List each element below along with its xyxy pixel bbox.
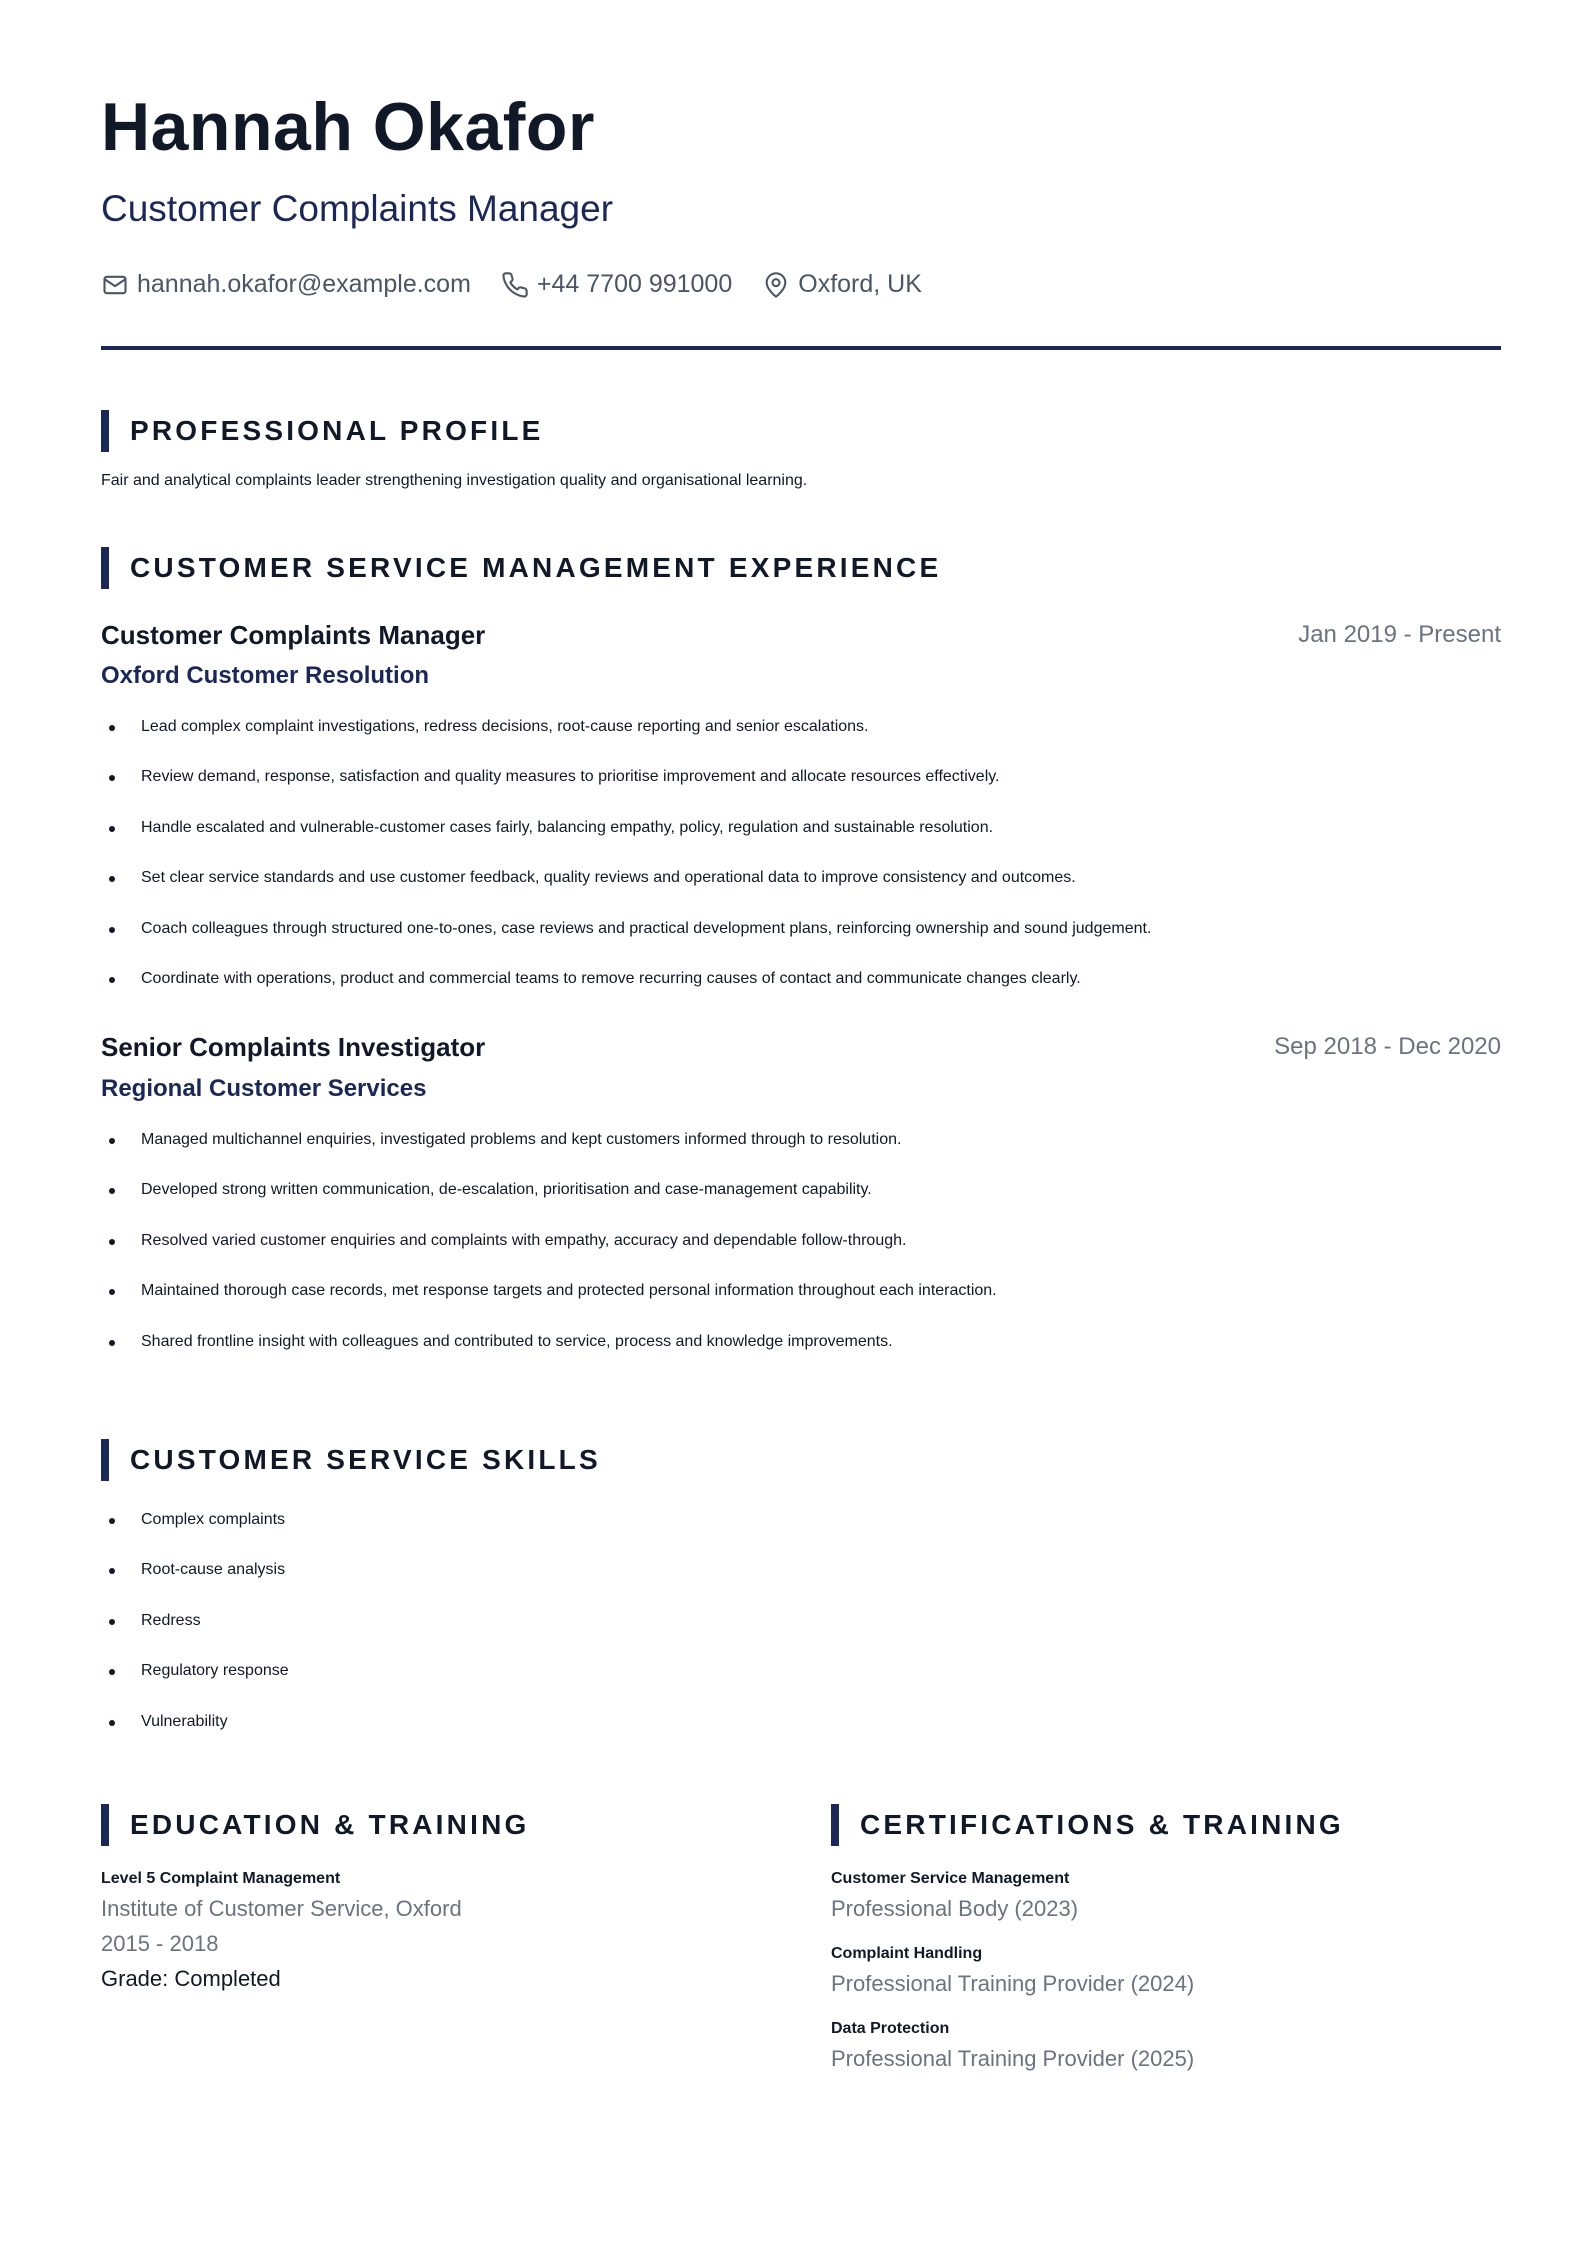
section-heading-text: CERTIFICATIONS & TRAINING [860, 1809, 1344, 1840]
education-name: Level 5 Complaint Management [101, 1870, 341, 1887]
profile-summary: Fair and analytical complaints leader strengthening investigation quality and organisational learning. [101, 472, 808, 489]
phone-icon [501, 271, 529, 299]
job-bullet: Shared frontline insight with colleagues and contributed to service, process and knowledge improvements. [101, 1331, 997, 1381]
skill-item: Vulnerability [101, 1711, 289, 1761]
section-accent-bar [831, 1804, 839, 1846]
skills-list [101, 1509, 289, 1761]
candidate-name: Hannah Okafor [101, 89, 595, 165]
contact-email[interactable] [101, 270, 471, 299]
section-heading-text: PROFESSIONAL PROFILE [130, 415, 544, 446]
candidate-headline: Customer Complaints Manager [101, 188, 614, 229]
job-bullet: Maintained thorough case records, met response targets and protected personal information throughout each interaction. [101, 1280, 997, 1330]
job-bullet: Review demand, response, satisfaction and quality measures to prioritise improvement and allocate resources effectively. [101, 766, 1151, 816]
job-bullet: Handle escalated and vulnerable-customer cases fairly, balancing empathy, policy, regulation and sustainable resolution. [101, 817, 1151, 867]
certification-name: Complaint Handling [831, 1945, 983, 1962]
section-accent-bar [101, 410, 109, 452]
section-heading-experience [101, 547, 941, 589]
contact-location [762, 270, 922, 299]
job-title: Senior Complaints Investigator [101, 1032, 486, 1062]
job-title: Customer Complaints Manager [101, 620, 486, 650]
education-institution: Institute of Customer Service, Oxford [101, 1896, 462, 1921]
job-bullet: Developed strong written communication, de-escalation, prioritisation and case-management capability. [101, 1179, 997, 1229]
section-heading-text: CUSTOMER SERVICE SKILLS [130, 1444, 601, 1475]
job-bullet: Coach colleagues through structured one-to-ones, case reviews and practical development plans, reinforcing ownership and sound judgement. [101, 918, 1151, 968]
job-bullet: Resolved varied customer enquiries and complaints with empathy, accuracy and dependable follow-through. [101, 1230, 997, 1280]
section-heading-text: EDUCATION & TRAINING [130, 1809, 530, 1840]
section-accent-bar [101, 1439, 109, 1481]
section-heading-certifications [831, 1804, 1344, 1846]
section-heading-education [101, 1804, 529, 1846]
education-years: 2015 - 2018 [101, 1931, 219, 1956]
job-bullets [101, 1129, 997, 1381]
job-bullets [101, 716, 1151, 1018]
job-company: Oxford Customer Resolution [101, 662, 430, 689]
education-grade: Grade: Completed [101, 1966, 281, 1991]
section-heading-profile [101, 410, 544, 452]
header-divider [101, 346, 1501, 350]
contact-phone[interactable] [501, 270, 732, 299]
section-accent-bar [101, 547, 109, 589]
certification-name: Customer Service Management [831, 1870, 1070, 1887]
contact-location-text: Oxford, UK [798, 270, 922, 298]
certification-name: Data Protection [831, 2020, 950, 2037]
contact-email-text: hannah.okafor@example.com [137, 270, 471, 298]
job-dates: Sep 2018 - Dec 2020 [1274, 1033, 1501, 1060]
section-heading-text: CUSTOMER SERVICE MANAGEMENT EXPERIENCE [130, 552, 942, 583]
skill-item: Regulatory response [101, 1660, 289, 1710]
job-bullet: Lead complex complaint investigations, redress decisions, root-cause reporting and senior escalations. [101, 716, 1151, 766]
job-bullet: Coordinate with operations, product and commercial teams to remove recurring causes of contact and communicate changes clearly. [101, 968, 1151, 1018]
certification-issuer: Professional Training Provider (2024) [831, 1971, 1195, 1996]
job-dates: Jan 2019 - Present [1298, 621, 1501, 648]
skill-item: Root-cause analysis [101, 1559, 289, 1609]
certification-issuer: Professional Body (2023) [831, 1896, 1079, 1921]
job-company: Regional Customer Services [101, 1075, 427, 1102]
job-bullet: Managed multichannel enquiries, investigated problems and kept customers informed through to resolution. [101, 1129, 997, 1179]
skill-item: Complex complaints [101, 1509, 289, 1559]
map-pin-icon [762, 271, 790, 299]
contact-row [101, 270, 952, 299]
certification-issuer: Professional Training Provider (2025) [831, 2046, 1195, 2071]
contact-phone-text: +44 7700 991000 [536, 270, 733, 298]
section-accent-bar [101, 1804, 109, 1846]
job-bullet: Set clear service standards and use customer feedback, quality reviews and operational data to improve consistency and outcomes. [101, 867, 1151, 917]
section-heading-skills [101, 1439, 601, 1481]
mail-icon [101, 271, 129, 299]
skill-item: Redress [101, 1610, 289, 1660]
